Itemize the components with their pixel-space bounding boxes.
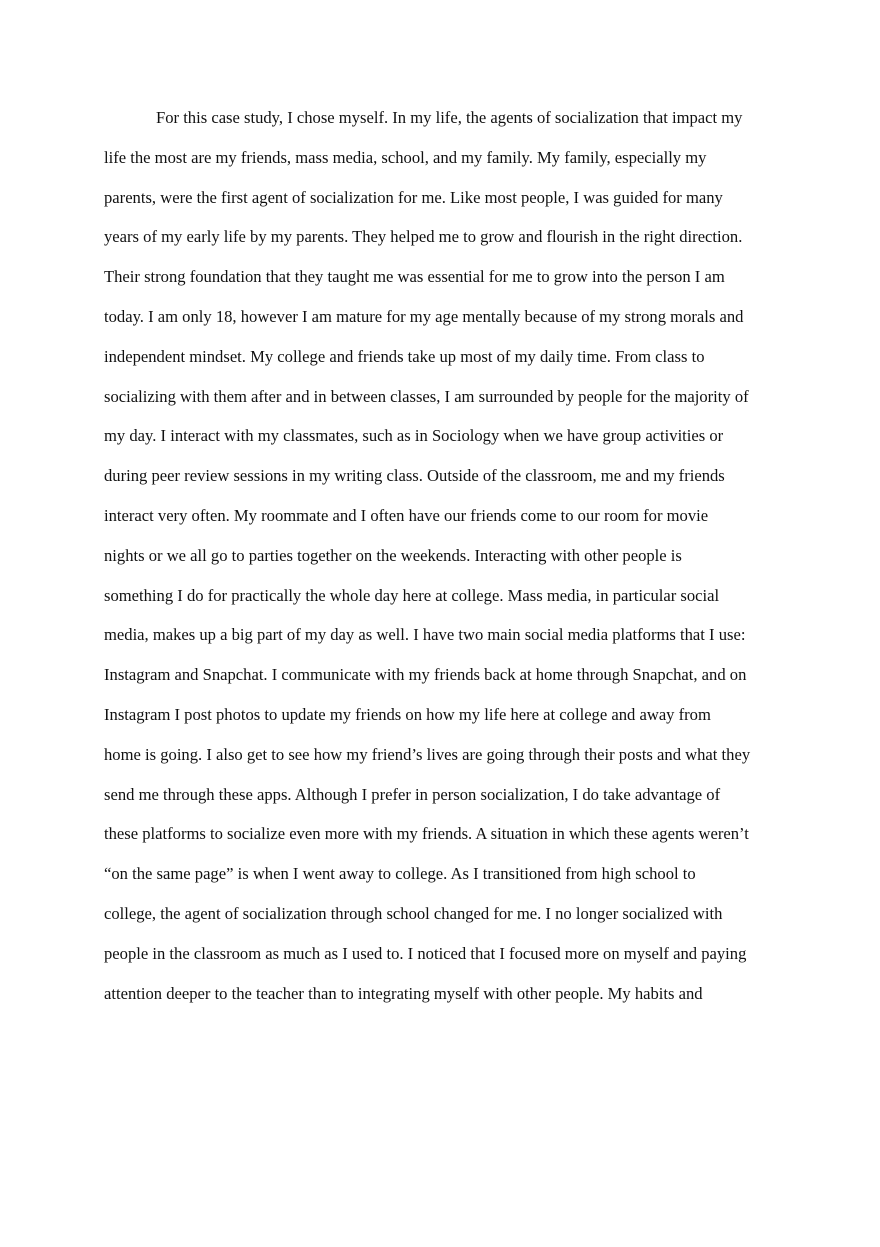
paragraph-line-4: years of my early life by my parents. They helped me to grow and flourish in the right direction. — [104, 227, 743, 247]
paragraph-line-19: these platforms to socialize even more with my friends. A situation in which these agents weren’t — [104, 824, 749, 844]
paragraph-line-12: nights or we all go to parties together on the weekends. Interacting with other people is — [104, 545, 682, 565]
paragraph-line-18: send me through these apps. Although I prefer in person socialization, I do take advantage of — [104, 784, 721, 804]
paragraph-line-8: socializing with them after and in between classes, I am surrounded by people for the majority of — [104, 386, 749, 406]
paragraph-line-20: “on the same page” is when I went away to college. As I transitioned from high school to — [104, 864, 696, 884]
paragraph-line-3: parents, were the first agent of socialization for me. Like most people, I was guided for many — [104, 187, 723, 207]
paragraph-line-22: people in the classroom as much as I used to. I noticed that I focused more on myself and paying — [104, 943, 747, 963]
paragraph-line-11: interact very often. My roommate and I often have our friends come to our room for movie — [104, 505, 709, 525]
paragraph-line-5: Their strong foundation that they taught me was essential for me to grow into the person I am — [104, 267, 725, 287]
essay-paragraph — [104, 98, 784, 1013]
paragraph-line-16: Instagram I post photos to update my friends on how my life here at college and away from — [104, 704, 711, 724]
paragraph-line-9: my day. I interact with my classmates, such as in Sociology when we have group activities or — [104, 426, 724, 446]
paragraph-line-2: life the most are my friends, mass media, school, and my family. My family, especially my — [104, 147, 707, 167]
paragraph-line-13: something I do for practically the whole day here at college. Mass media, in particular social — [104, 585, 720, 605]
paragraph-line-15: Instagram and Snapchat. I communicate with my friends back at home through Snapchat, and on — [104, 665, 747, 685]
paragraph-line-14: media, makes up a big part of my day as well. I have two main social media platforms that I use: — [104, 625, 746, 645]
paragraph-line-23: attention deeper to the teacher than to integrating myself with other people. My habits and — [104, 983, 703, 1003]
paragraph-line-21: college, the agent of socialization through school changed for me. I no longer socialized with — [104, 903, 723, 923]
paragraph-line-10: during peer review sessions in my writing class. Outside of the classroom, me and my friends — [104, 466, 725, 486]
paragraph-line-1: For this case study, I chose myself. In my life, the agents of socialization that impact my — [156, 108, 743, 127]
paragraph-line-7: independent mindset. My college and friends take up most of my daily time. From class to — [104, 346, 705, 366]
paragraph-line-17: home is going. I also get to see how my friend’s lives are going through their posts and what they — [104, 744, 751, 764]
paragraph-line-6: today. I am only 18, however I am mature for my age mentally because of my strong morals and — [104, 306, 744, 326]
